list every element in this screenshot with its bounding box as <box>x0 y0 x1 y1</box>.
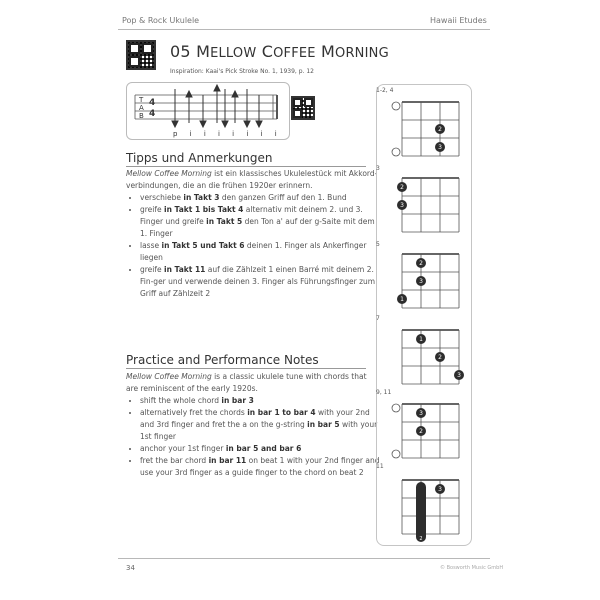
chord-label: 5 <box>376 241 380 248</box>
finger-number: 2 <box>419 428 423 435</box>
header-left: Pop & Rock Ukulele <box>122 16 200 25</box>
barre-finger-number: 2 <box>419 536 423 542</box>
inspiration-note: Inspiration: Kaai's Pick Stroke No. 1, 1939, p. 12 <box>170 68 314 75</box>
finger-number: 3 <box>457 372 461 379</box>
english-item-2: • alternatively fret the chords in bar 1 to bar 4 with your 2nd and 3rd finger and fret the a on the g-string in bar 5 with your 1st finger <box>140 407 381 443</box>
copyright: © Bosworth Music GmbH <box>440 565 504 571</box>
finger-number: 2 <box>438 354 442 361</box>
german-item-1: • verschiebe in Takt 3 den ganzen Griff auf den 1. Bund <box>140 192 381 204</box>
english-intro: Mellow Coffee Morning is a classic ukulele tune with chords that are reminiscent of the early 1920s. <box>126 372 367 393</box>
footer-rule <box>118 558 490 559</box>
finger-number: 2 <box>400 184 404 191</box>
open-string-marker <box>392 148 400 156</box>
english-heading: Practice and Performance Notes <box>126 353 319 367</box>
chord-label: 1-2, 4 <box>376 87 394 94</box>
finger-number: 1 <box>419 336 423 343</box>
german-heading: Tipps und Anmerkungen <box>126 151 273 165</box>
chord-label: 7 <box>376 315 380 322</box>
english-item-1: • shift the whole chord in bar 3 <box>140 395 381 407</box>
finger-number: 3 <box>419 410 423 417</box>
german-item-4: • greife in Takt 11 auf die Zählzeit 1 einen Barré mit deinem 2. Fin-ger und verwende deinen 3. Finger als Führungsfinger zum Griff auf Zählzeit 2 <box>140 264 381 300</box>
english-item-3: • anchor your 1st finger in bar 5 and bar 6 <box>140 443 381 455</box>
german-item-2: • greife in Takt 1 bis Takt 4 alternativ mit deinem 2. und 3. Finger und greife in Takt 5 den Ton a' auf der g-Saite mit dem 1. Finger <box>140 204 381 240</box>
finger-number: 2 <box>438 126 442 133</box>
header-right: Hawaii Etudes <box>430 16 487 25</box>
open-string-marker <box>392 404 400 412</box>
german-item-3: • lasse in Takt 5 und Takt 6 deinen 1. Finger als Ankerfinger liegen <box>140 240 381 264</box>
finger-number: 3 <box>400 202 404 209</box>
finger-number: 1 <box>400 296 404 303</box>
tab-clef-a: A <box>139 104 144 112</box>
tab-clef-b: B <box>139 112 144 120</box>
chord-label: 11 <box>376 463 384 470</box>
chord-label: 3 <box>376 165 380 172</box>
time-sig-top: 4 <box>149 98 156 108</box>
german-intro: Mellow Coffee Morning ist ein klassisches Ukulelestück mit Akkord-verbindungen, die an die frühen 1920er erinnern. <box>126 169 378 190</box>
english-item-4: • fret the bar chord in bar 11 on beat 1 with your 2nd finger and use your 3rd finger as a guide finger to the chord on beat 2 <box>140 455 381 479</box>
page-number: 34 <box>126 564 135 572</box>
tab-clef-t: T <box>139 96 144 104</box>
finger-number: 2 <box>419 260 423 267</box>
chord-label: 9, 11 <box>376 389 392 396</box>
finger-number: 3 <box>438 144 442 151</box>
finger-number: 3 <box>419 278 423 285</box>
open-string-marker <box>392 450 400 458</box>
finger-number: 3 <box>438 486 442 493</box>
open-string-marker <box>392 102 400 110</box>
barre-mark <box>416 482 426 542</box>
page-title: 05 MELLOW COFFEE MORNING <box>170 42 389 61</box>
tab-fingering: p i i i i i i i <box>173 130 282 138</box>
time-sig-bottom: 4 <box>149 109 156 119</box>
